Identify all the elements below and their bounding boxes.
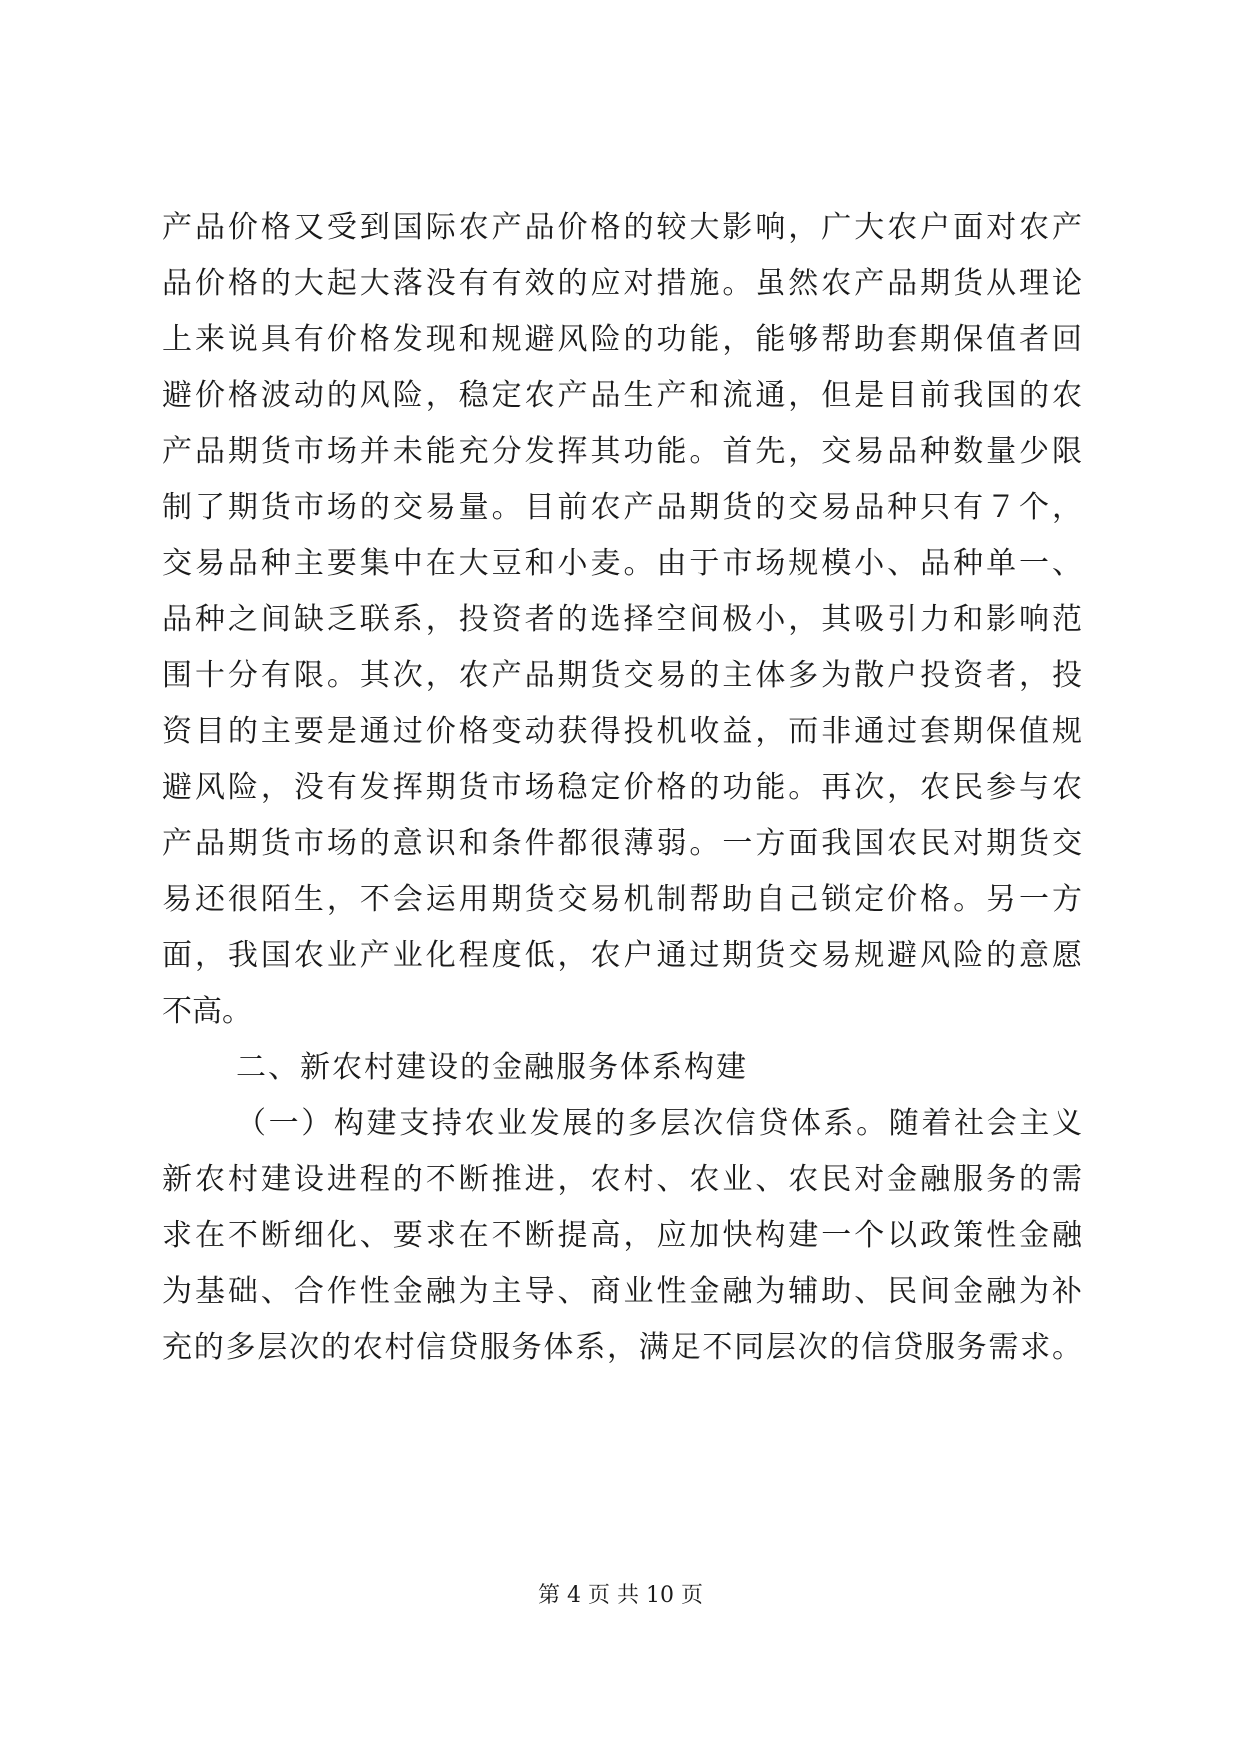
body-line: 面，我国农业产业化程度低，农户通过期货交易规避风险的意愿: [162, 938, 1082, 973]
body-line: 易还很陌生，不会运用期货交易机制帮助自己锁定价格。另一方: [162, 882, 1082, 917]
body-line: 避价格波动的风险，稳定农产品生产和流通，但是目前我国的农: [162, 378, 1082, 413]
body-line: 充的多层次的农村信贷服务体系，满足不同层次的信贷服务需求。: [162, 1330, 1082, 1365]
page-number-footer: 第 4 页 共 10 页: [538, 1583, 703, 1608]
body-line: 产品期货市场的意识和条件都很薄弱。一方面我国农民对期货交: [162, 826, 1082, 861]
body-line: 围十分有限。其次，农产品期货交易的主体多为散户投资者，投: [162, 658, 1082, 693]
body-line: 新农村建设进程的不断推进，农村、农业、农民对金融服务的需: [162, 1162, 1082, 1197]
body-line: 制了期货市场的交易量。目前农产品期货的交易品种只有７个，: [162, 490, 1082, 525]
body-line: 品价格的大起大落没有有效的应对措施。虽然农产品期货从理论: [162, 266, 1082, 301]
body-line: 品种之间缺乏联系，投资者的选择空间极小，其吸引力和影响范: [162, 602, 1082, 637]
body-line: 资目的主要是通过价格变动获得投机收益，而非通过套期保值规: [162, 714, 1082, 749]
section-heading: 二、新农村建设的金融服务体系构建: [236, 1050, 748, 1085]
body-line: 不高。: [162, 994, 252, 1029]
body-line: （一）构建支持农业发展的多层次信贷体系。随着社会主义: [236, 1106, 1082, 1141]
body-line: 交易品种主要集中在大豆和小麦。由于市场规模小、品种单一、: [162, 546, 1082, 581]
body-line: 求在不断细化、要求在不断提高，应加快构建一个以政策性金融: [162, 1218, 1082, 1253]
body-line: 避风险，没有发挥期货市场稳定价格的功能。再次，农民参与农: [162, 770, 1082, 805]
body-line: 上来说具有价格发现和规避风险的功能，能够帮助套期保值者回: [162, 322, 1082, 357]
body-line: 产品价格又受到国际农产品价格的较大影响，广大农户面对农产: [162, 210, 1082, 245]
body-line: 为基础、合作性金融为主导、商业性金融为辅助、民间金融为补: [162, 1274, 1082, 1309]
body-line: 产品期货市场并未能充分发挥其功能。首先，交易品种数量少限: [162, 434, 1082, 469]
